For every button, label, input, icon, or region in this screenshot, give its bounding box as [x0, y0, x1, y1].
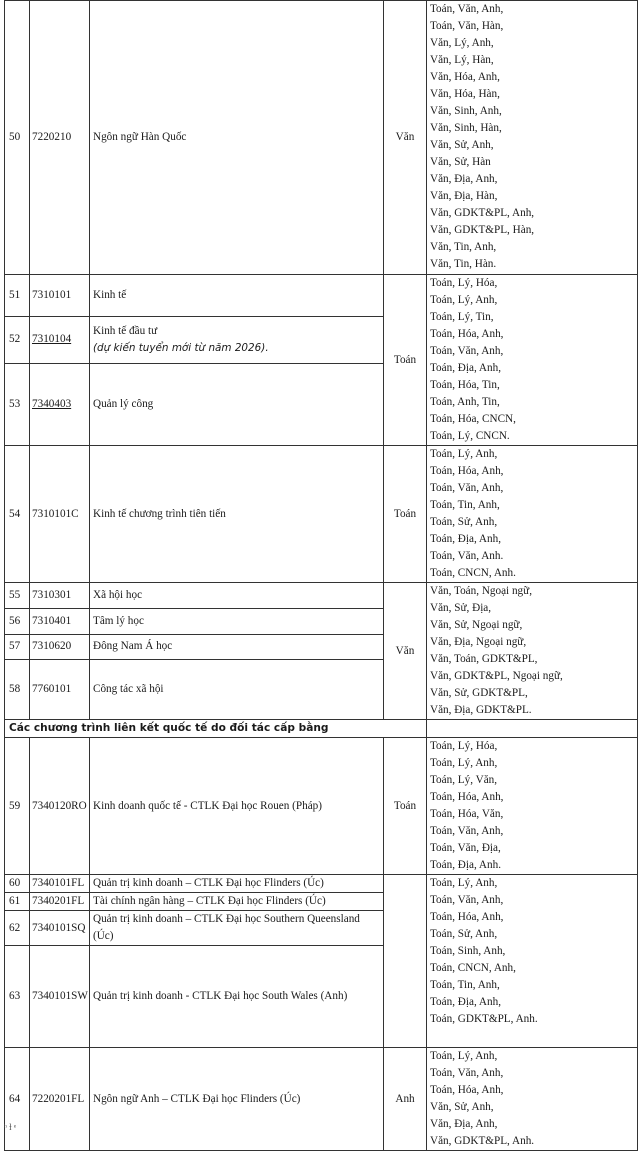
combination-item: Toán, Văn, Anh, — [430, 345, 504, 357]
major-code: 7340120RO — [30, 738, 90, 875]
combination-item: Toán, Lý, CNCN. — [430, 430, 510, 442]
row-number: 56 — [5, 609, 30, 635]
combination-item: Toán, Lý, Tin, — [430, 311, 494, 323]
subject-combinations — [427, 275, 638, 446]
combination-item: Văn, GDKT&PL, Anh. — [430, 1135, 535, 1147]
combination-item: Văn, Sử, Ngoại ngữ, — [430, 619, 523, 631]
row-number: 52 — [5, 317, 30, 363]
combination-item: Toán, Văn, Anh, — [430, 1067, 504, 1079]
combination-item: Văn, Địa, Ngoại ngữ, — [430, 636, 527, 648]
major-code: 7310620 — [30, 635, 90, 659]
combination-item: Văn, Địa, GDKT&PL. — [430, 704, 532, 716]
combination-item: Văn, Sử, Địa, — [430, 602, 492, 614]
row-number: 50 — [5, 1, 30, 275]
subject-combinations — [427, 446, 638, 583]
combination-item: Toán, Văn, Anh. — [430, 550, 504, 562]
major-name: Tâm lý học — [90, 609, 384, 635]
combination-item: Toán, Lý, Văn, — [430, 774, 498, 786]
combination-item: Văn, Địa, Hàn, — [430, 190, 498, 202]
subject-combinations — [427, 1, 638, 275]
admissions-table — [4, 0, 638, 1151]
major-name: Kinh tế chương trình tiên tiến — [90, 446, 384, 583]
combination-item: Văn, Sử, GDKT&PL, — [430, 687, 528, 699]
combination-item: Toán, Địa, Anh. — [430, 859, 501, 871]
table-row — [5, 738, 638, 875]
row-number: 61 — [5, 893, 30, 911]
row-number: 51 — [5, 275, 30, 317]
combination-item: Văn, Sinh, Hàn, — [430, 122, 502, 134]
combination-item: Toán, Lý, Anh, — [430, 1050, 498, 1062]
major-note: (dự kiến tuyển mới từ năm 2026). — [93, 341, 269, 354]
combination-item: Toán, Hóa, Anh, — [430, 911, 504, 923]
major-code: 7340201FL — [30, 893, 90, 911]
major-name: Kinh doanh quốc tế - CTLK Đại học Rouen (Pháp) — [90, 738, 384, 875]
major-code: 7340101FL — [30, 875, 90, 893]
major-code: 7310101C — [30, 446, 90, 583]
major-code: 7220201FL — [30, 1048, 90, 1151]
combination-item: Văn, GDKT&PL, Hàn, — [430, 224, 535, 236]
combination-item: Toán, Lý, Anh, — [430, 448, 498, 460]
combination-item: Văn, GDKT&PL, Ngoại ngữ, — [430, 670, 563, 682]
combination-item: Toán, Hóa, Tin, — [430, 379, 500, 391]
combination-item: Toán, Văn, Anh, — [430, 894, 504, 906]
combination-item: Văn, Sử, Hàn — [430, 156, 491, 168]
table-row — [5, 875, 638, 893]
table-row — [5, 1, 638, 275]
main-subject — [384, 875, 427, 1048]
main-subject: Văn — [384, 583, 427, 720]
major-name: Quản trị kinh doanh - CTLK Đại học South Wales (Anh) — [90, 946, 384, 1048]
combination-item: Toán, Hóa, Anh, — [430, 328, 504, 340]
main-subject: Toán — [384, 446, 427, 583]
subject-combinations — [427, 738, 638, 875]
combination-item: Toán, Địa, Anh, — [430, 362, 501, 374]
combination-item: Văn, Toán, Ngoại ngữ, — [430, 585, 533, 597]
subject-combinations — [427, 1048, 638, 1151]
major-code: 7310101 — [30, 275, 90, 317]
row-number: 55 — [5, 583, 30, 609]
major-name: Ngôn ngữ Hàn Quốc — [90, 1, 384, 275]
row-number: 60 — [5, 875, 30, 893]
row-number: 57 — [5, 635, 30, 659]
section-row — [5, 720, 638, 738]
table-row — [5, 275, 638, 317]
combination-item: Văn, Hóa, Hàn, — [430, 88, 500, 100]
combination-item: Toán, Hóa, CNCN, — [430, 413, 516, 425]
combination-item: Toán, Văn, Anh, — [430, 482, 504, 494]
combination-item: Toán, CNCN, Anh. — [430, 567, 516, 579]
combination-item: Toán, Sử, Anh, — [430, 516, 498, 528]
major-name: Công tác xã hội — [90, 659, 384, 719]
combination-item: Toán, Hóa, Anh, — [430, 465, 504, 477]
combination-item: Văn, Địa, Anh, — [430, 173, 498, 185]
combination-item: Toán, Lý, Hóa, — [430, 740, 498, 752]
combination-item: Toán, Lý, Anh, — [430, 877, 498, 889]
subject-combinations — [427, 875, 638, 1048]
combination-item: Văn, Lý, Anh, — [430, 37, 494, 49]
combination-item: Toán, Địa, Anh, — [430, 996, 501, 1008]
table-row — [5, 1048, 638, 1151]
combination-item: Toán, CNCN, Anh, — [430, 962, 516, 974]
major-name: Quản lý công — [90, 363, 384, 446]
combination-item: Toán, Hóa, Anh, — [430, 1084, 504, 1096]
combination-item: Toán, Sử, Anh, — [430, 928, 498, 940]
major-code: 7220210 — [30, 1, 90, 275]
combination-item: Văn, Tin, Hàn. — [430, 258, 497, 270]
section-header: Các chương trình liên kết quốc tế do đối tác cấp bằng — [5, 720, 427, 738]
combination-item: Toán, Địa, Anh, — [430, 533, 501, 545]
major-name: Xã hội học — [90, 583, 384, 609]
major-name: Ngôn ngữ Anh – CTLK Đại học Flinders (Úc) — [90, 1048, 384, 1151]
main-subject: Văn — [384, 1, 427, 275]
combination-item: Toán, Văn, Anh, — [430, 825, 504, 837]
major-name: Tài chính ngân hàng – CTLK Đại học Flinders (Úc) — [90, 893, 384, 911]
combination-item: Toán, Tin, Anh, — [430, 499, 500, 511]
subject-combinations — [427, 583, 638, 720]
main-subject: Toán — [384, 738, 427, 875]
row-number: 58 — [5, 659, 30, 719]
combination-item: Toán, Hóa, Văn, — [430, 808, 504, 820]
combination-item: Văn, GDKT&PL, Anh, — [430, 207, 535, 219]
combination-item: Văn, Sử, Anh, — [430, 139, 494, 151]
major-name: Quản trị kinh doanh – CTLK Đại học Flinders (Úc) — [90, 875, 384, 893]
combination-item: Toán, Hóa, Anh, — [430, 791, 504, 803]
row-number: 53 — [5, 363, 30, 446]
major-code: 7310104 — [32, 333, 72, 346]
combination-item: Toán, Tin, Anh, — [430, 979, 500, 991]
combination-item: Toán, Anh, Tin, — [430, 396, 500, 408]
combination-item: Văn, Lý, Hàn, — [430, 54, 494, 66]
major-name: Kinh tế đầu tư — [93, 324, 158, 337]
combination-item: Toán, Lý, Anh, — [430, 294, 498, 306]
table-row — [5, 446, 638, 583]
combination-item: Toán, Lý, Anh, — [430, 757, 498, 769]
major-name: Quản trị kinh doanh – CTLK Đại học Southern Queensland (Úc) — [90, 911, 384, 946]
major-code: 7310301 — [30, 583, 90, 609]
combination-item: Văn, Sử, Anh, — [430, 1101, 494, 1113]
combination-item: Toán, Văn, Anh, — [430, 3, 504, 15]
row-number: 64 — [5, 1048, 30, 1151]
combination-item: Văn, Địa, Anh, — [430, 1118, 498, 1130]
combination-item: Toán, GDKT&PL, Anh. — [430, 1013, 538, 1025]
page-footer-fragment: ʰ ɫ ᵉ — [4, 1122, 17, 1132]
table-row — [5, 583, 638, 609]
major-code: 7310401 — [30, 609, 90, 635]
combination-item: Toán, Văn, Địa, — [430, 842, 501, 854]
major-code: 7760101 — [30, 659, 90, 719]
row-number: 62 — [5, 911, 30, 946]
major-code: 7340403 — [32, 397, 72, 410]
major-code: 7340101SW — [30, 946, 90, 1048]
row-number: 54 — [5, 446, 30, 583]
combination-item: Toán, Sinh, Anh, — [430, 945, 506, 957]
combination-item: Văn, Hóa, Anh, — [430, 71, 500, 83]
combination-item: Văn, Sinh, Anh, — [430, 105, 502, 117]
row-number: 59 — [5, 738, 30, 875]
main-subject: Toán — [384, 275, 427, 446]
main-subject: Anh — [384, 1048, 427, 1151]
major-code: 7340101SQ — [30, 911, 90, 946]
combination-item: Văn, Tin, Anh, — [430, 241, 497, 253]
combination-item: Toán, Văn, Hàn, — [430, 20, 504, 32]
major-name: Đông Nam Á học — [90, 635, 384, 659]
row-number: 63 — [5, 946, 30, 1048]
combination-item: Toán, Lý, Hóa, — [430, 277, 498, 289]
major-name: Kinh tế — [90, 275, 384, 317]
combination-item: Văn, Toán, GDKT&PL, — [430, 653, 538, 665]
